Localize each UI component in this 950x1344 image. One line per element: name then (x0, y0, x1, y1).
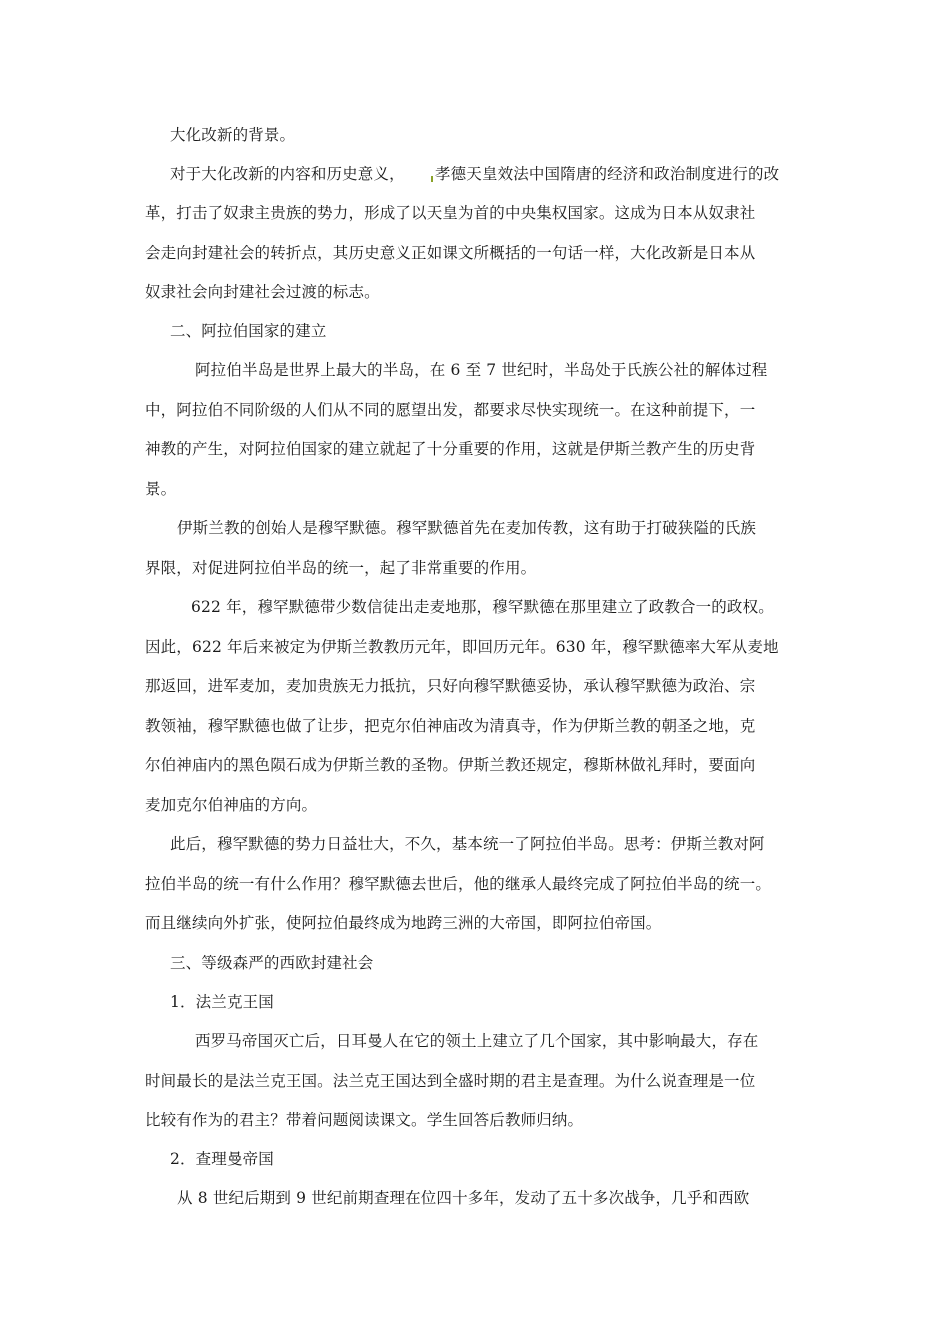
text-line: 那返回，进军麦加，麦加贵族无力抵抗，只好向穆罕默德妥协，承认穆罕默德为政治、宗 (145, 677, 756, 695)
text-line: 对于大化改新的内容和历史意义， (170, 165, 405, 183)
text-line: 时间最长的是法兰克王国。法兰克王国达到全盛时期的君主是查理。为什么说查理是一位 (145, 1072, 756, 1090)
text-line: 奴隶社会向封建社会过渡的标志。 (145, 283, 380, 301)
text-line: 622 年，穆罕默德带少数信徒出走麦地那，穆罕默德在那里建立了政教合一的政权。 (191, 598, 774, 616)
text-line: 教领袖，穆罕默德也做了让步，把克尔伯神庙改为清真寺，作为伊斯兰教的朝圣之地，克 (145, 717, 756, 735)
subsection-heading: 2．查理曼帝国 (170, 1150, 274, 1168)
text-line: 麦加克尔伯神庙的方向。 (145, 796, 318, 814)
text-line: 景。 (145, 480, 177, 498)
text-line: 神教的产生，对阿拉伯国家的建立就起了十分重要的作用，这就是伊斯兰教产生的历史背 (145, 440, 756, 458)
text-line: 大化改新的背景。 (170, 126, 296, 144)
section-heading: 三、等级森严的西欧封建社会 (170, 954, 374, 972)
text-line: 阿拉伯半岛是世界上最大的半岛，在 6 至 7 世纪时，半岛处于氏族公社的解体过程 (195, 361, 768, 379)
subsection-heading: 1．法兰克王国 (170, 993, 274, 1011)
section-heading: 二、阿拉伯国家的建立 (170, 322, 327, 340)
text-line: 而且继续向外扩张，使阿拉伯最终成为地跨三洲的大帝国，即阿拉伯帝国。 (145, 914, 662, 932)
annotation-mark-icon (431, 176, 433, 182)
text-line: 此后，穆罕默德的势力日益壮大，不久，基本统一了阿拉伯半岛。思考：伊斯兰教对阿 (170, 835, 765, 853)
text-line: 拉伯半岛的统一有什么作用？穆罕默德去世后，他的继承人最终完成了阿拉伯半岛的统一。 (145, 875, 772, 893)
text-line: 尔伯神庙内的黑色陨石成为伊斯兰教的圣物。伊斯兰教还规定，穆斯林做礼拜时，要面向 (145, 756, 756, 774)
text-line-fragment: 孝德天皇效法中国隋唐的经济和政治制度进行的改 (435, 165, 780, 183)
text-line-continuation (431, 159, 779, 189)
text-line: 中，阿拉伯不同阶级的人们从不同的愿望出发，都要求尽快实现统一。在这种前提下，一 (145, 401, 756, 419)
text-line: 伊斯兰教的创始人是穆罕默德。穆罕默德首先在麦加传教，这有助于打破狭隘的氏族 (177, 519, 757, 537)
text-line: 界限，对促进阿拉伯半岛的统一，起了非常重要的作用。 (145, 559, 537, 577)
text-line: 西罗马帝国灭亡后，日耳曼人在它的领土上建立了几个国家，其中影响最大，存在 (195, 1032, 759, 1050)
text-line: 因此，622 年后来被定为伊斯兰教教历元年，即回历元年。630 年，穆罕默德率大军从麦地 (145, 638, 779, 656)
text-line: 革，打击了奴隶主贵族的势力，形成了以天皇为首的中央集权国家。这成为日本从奴隶社 (145, 204, 756, 222)
text-line: 比较有作为的君主？带着问题阅读课文。学生回答后教师归纳。 (145, 1111, 584, 1129)
text-line: 会走向封建社会的转折点，其历史意义正如课文所概括的一句话一样，大化改新是日本从 (145, 244, 756, 262)
text-line: 从 8 世纪后期到 9 世纪前期查理在位四十多年，发动了五十多次战争，几乎和西欧 (177, 1189, 750, 1207)
